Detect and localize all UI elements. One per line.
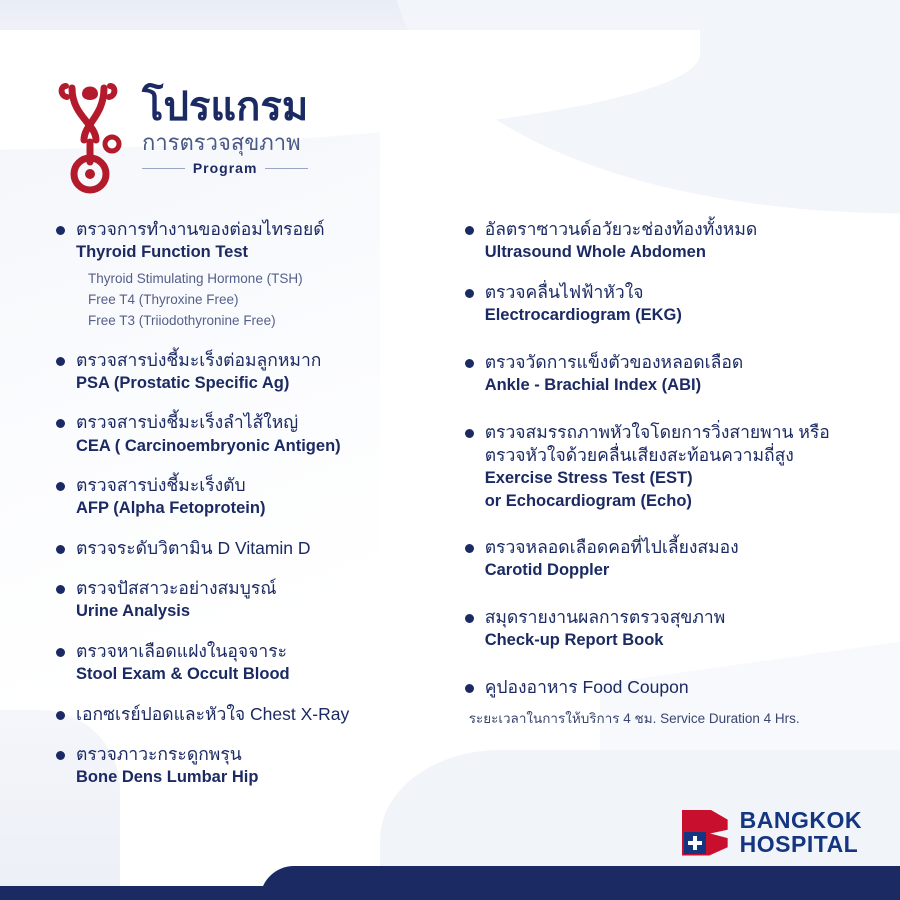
- item-title-th: อัลตราซาวนด์อวัยวะช่องท้องทั้งหมด: [484, 219, 758, 239]
- bullet-icon: [465, 359, 474, 368]
- bullet-icon: [56, 482, 65, 491]
- item-title-th: ตรวจสารบ่งชี้มะเร็งต่อมลูกหมาก: [76, 349, 322, 370]
- left-column: [56, 218, 431, 806]
- item-title-th: ตรวจสมรรถภาพหัวใจโดยการวิ่งสายพาน หรือ ตรวจหัวใจด้วยคลื่นเสียงสะท้อนความถี่สูง: [484, 421, 830, 465]
- item-title-th: ตรวจสารบ่งชี้มะเร็งลำไส้ใหญ่: [76, 412, 299, 433]
- brand-text: [740, 809, 862, 856]
- item-title-en: Bone Dens Lumbar Hip: [76, 768, 259, 787]
- item-title-th: ตรวจภาวะกระดูกพรุน: [76, 744, 242, 765]
- item-title-en: Electrocardiogram (EKG): [484, 305, 682, 324]
- bullet-icon: [56, 648, 65, 657]
- service-duration-note: ระยะเวลาในการให้บริการ 4 ชม. Service Duration 4 Hrs.: [468, 711, 800, 727]
- list-item: [465, 676, 856, 699]
- bullet-icon: [56, 585, 65, 594]
- item-title-en: Ultrasound Whole Abdomen: [484, 243, 706, 262]
- bullet-icon: [465, 544, 474, 553]
- item-title-en: PSA (Prostatic Specific Ag): [76, 373, 290, 392]
- stethoscope-icon: [58, 82, 134, 194]
- item-title-th: คูปองอาหาร Food Coupon: [484, 677, 689, 698]
- item-title-th: ตรวจหาเลือดแฝงในอุจจาระ: [76, 641, 288, 662]
- list-item: [465, 281, 856, 327]
- item-title-th: ตรวจคลื่นไฟฟ้าหัวใจ: [484, 281, 644, 302]
- item-title-en-2: or Echocardiogram (Echo): [484, 491, 692, 510]
- item-title-th: ตรวจวัดการแข็งตัวของหลอดเลือด: [484, 351, 744, 372]
- item-title-th: ตรวจสารบ่งชี้มะเร็งตับ: [76, 475, 246, 496]
- program-label: Program: [192, 160, 258, 177]
- page-subtitle: การตรวจสุขภาพ: [142, 130, 301, 155]
- item-title-en: Ankle - Brachial Index (ABI): [484, 375, 702, 394]
- item-title-th: เอกซเรย์ปอดและหัวใจ Chest X-Ray: [76, 704, 350, 725]
- background-bottom-navy-strip: [0, 886, 900, 900]
- sub-item: Thyroid Stimulating Hormone (TSH): [88, 270, 303, 286]
- list-item: [56, 218, 431, 332]
- sub-item: Free T4 (Thyroxine Free): [88, 291, 239, 307]
- list-item: [56, 537, 431, 560]
- item-title-en: Urine Analysis: [76, 602, 191, 621]
- list-item: [56, 349, 431, 395]
- list-item: [56, 703, 431, 726]
- title-block: [142, 82, 308, 176]
- item-title-th: สมุดรายงานผลการตรวจสุขภาพ: [484, 607, 726, 628]
- list-item: [465, 421, 856, 513]
- list-item: [56, 743, 431, 789]
- bullet-icon: [465, 684, 474, 693]
- divider-right: [265, 168, 308, 169]
- item-title-en: Exercise Stress Test (EST): [484, 468, 693, 487]
- item-title-en: Thyroid Function Test: [76, 243, 249, 262]
- item-title-th: ตรวจปัสสาวะอย่างสมบูรณ์: [76, 578, 277, 599]
- bullet-icon: [465, 226, 474, 235]
- list-item: [56, 474, 431, 520]
- sub-item: Free T3 (Triiodothyronine Free): [88, 312, 276, 328]
- item-title-en: CEA ( Carcinoembryonic Antigen): [76, 436, 341, 455]
- divider-left: [142, 168, 185, 169]
- item-sublist: [88, 269, 431, 332]
- bullet-icon: [56, 711, 65, 720]
- right-column: [465, 218, 856, 806]
- bullet-icon: [56, 357, 65, 366]
- item-title-en: Carotid Doppler: [484, 561, 610, 580]
- program-divider-row: [142, 160, 308, 176]
- item-title-th: ตรวจหลอดเลือดคอที่ไปเลี้ยงสมอง: [484, 537, 739, 558]
- bangkok-hospital-logo: [682, 809, 862, 856]
- bullet-icon: [465, 614, 474, 623]
- list-item: [465, 606, 856, 652]
- list-item: [56, 577, 431, 623]
- hospital-mark-icon: [682, 810, 728, 856]
- page-title: โปรแกรม: [142, 85, 309, 129]
- item-title-en: Stool Exam & Occult Blood: [76, 665, 290, 684]
- brand-line-1: BANGKOK: [739, 807, 862, 834]
- list-item: [56, 640, 431, 686]
- bullet-icon: [465, 429, 474, 438]
- program-list: [56, 218, 856, 806]
- list-item: [465, 536, 856, 582]
- bullet-icon: [56, 751, 65, 760]
- bullet-icon: [56, 226, 65, 235]
- list-item: [56, 411, 431, 457]
- item-title-en: Check-up Report Book: [484, 631, 664, 650]
- list-item: [465, 351, 856, 397]
- bullet-icon: [465, 289, 474, 298]
- bullet-icon: [56, 419, 65, 428]
- item-title-th: ตรวจการทำงานของต่อมไทรอยด์: [76, 219, 325, 239]
- brand-line-2: HOSPITAL: [739, 830, 859, 857]
- item-title-th: ตรวจระดับวิตามิน D Vitamin D: [76, 538, 311, 559]
- item-title-en: AFP (Alpha Fetoprotein): [76, 499, 266, 518]
- poster-header: [58, 82, 308, 194]
- list-item: [465, 218, 856, 264]
- bullet-icon: [56, 545, 65, 554]
